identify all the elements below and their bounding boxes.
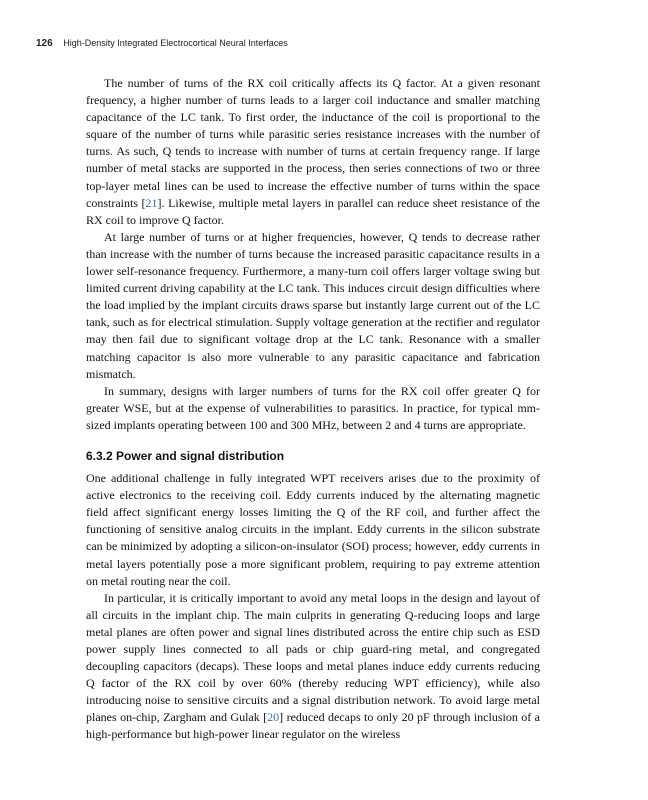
citation-21[interactable]: 21 — [145, 195, 158, 210]
paragraph-5-text-a: In particular, it is critically important to avoid any metal loops in the design and layout of all circuits in the implant chip. The main culprits in generating Q-reducing loops and large metal planes are often power and signal lines distributed across the entire chip such as ESD power supply lines connected to all pads or chip guard-ring metal, and congregated decoupling capacitors (decaps). These loops and metal planes induce eddy currents reducing Q factor of the RX coil by over 60% (thereby reducing WPT efficiency), while also introducing noise to sensitive circuits and a signal distribution network. To avoid large metal planes on-chip, Zargham and Gulak [ — [86, 590, 540, 725]
paragraph-2: At large number of turns or at higher frequencies, however, Q tends to decrease rather than increase with the number of turns because the increased parasitic capacitance results in a lower self-resonance frequency. Furthermore, a many-turn coil offers larger voltage swing but limited current driving capability at the LC tank. This induces circuit design difficulties where the load implied by the implant circuits draws sparse but instantly large current out of the LC tank, such as for electrical stimulation. Supply voltage generation at the rectifier and regulator may then fail due to significant voltage drop at the LC tank. Resonance with a smaller matching capacitor is also more vulnerable to any parasitic capacitance and fabrication mismatch. — [86, 229, 540, 381]
running-title: High-Density Integrated Electrocortical Neural Interfaces — [63, 38, 288, 48]
paragraph-3: In summary, designs with larger numbers of turns for the RX coil offer greater Q for greater WSE, but at the expense of vulnerabilities to parasitics. In practice, for typical mm-sized implants operating between 100 and 300 MHz, between 2 and 4 turns are appropriate. — [86, 383, 540, 432]
running-header — [36, 38, 288, 49]
page-number: 126 — [36, 38, 53, 49]
paragraph-5 — [86, 590, 540, 744]
paragraph-1-text-a: The number of turns of the RX coil critically affects its Q factor. At a given resonant frequency, a higher number of turns leads to a larger coil inductance and smaller matching capacitance of the LC tank. To first order, the inductance of the coil is proportional to the square of the number of turns while parasitic series resistance increases with the number of turns. As such, Q tends to increase with number of turns at certain frequency range. If large number of metal stacks are supported in the process, then series connections of two or three top-layer metal lines can be used to increase the effective number of turns within the space constraints [ — [86, 76, 540, 210]
paragraph-1 — [86, 75, 540, 229]
section-heading: 6.3.2 Power and signal distribution — [86, 448, 285, 463]
body-text — [86, 75, 540, 744]
citation-20[interactable]: 20 — [267, 710, 280, 725]
paragraph-4: One additional challenge in fully integrated WPT receivers arises due to the proximity of active electronics to the receiving coil. Eddy currents induced by the alternating magnetic field affect significant energy losses limiting the Q of the RF coil, and further affect the functioning of sensitive analog circuits in the implant. Eddy currents in the silicon substrate can be minimized by adopting a silicon-on-insulator (SOI) process; however, eddy currents in metal layers potentially pose a more significant problem, requiring to pay extreme attention on metal routing near the coil. — [86, 471, 540, 588]
paragraph-1-text-b: ]. Likewise, multiple metal layers in parallel can reduce sheet resistance of the RX coil to improve Q factor. — [86, 195, 540, 227]
paragraph-5-text-b: ] reduced decaps to only 20 pF through inclusion of a high-performance but high-power linear regulator on the wireless — [86, 710, 540, 742]
